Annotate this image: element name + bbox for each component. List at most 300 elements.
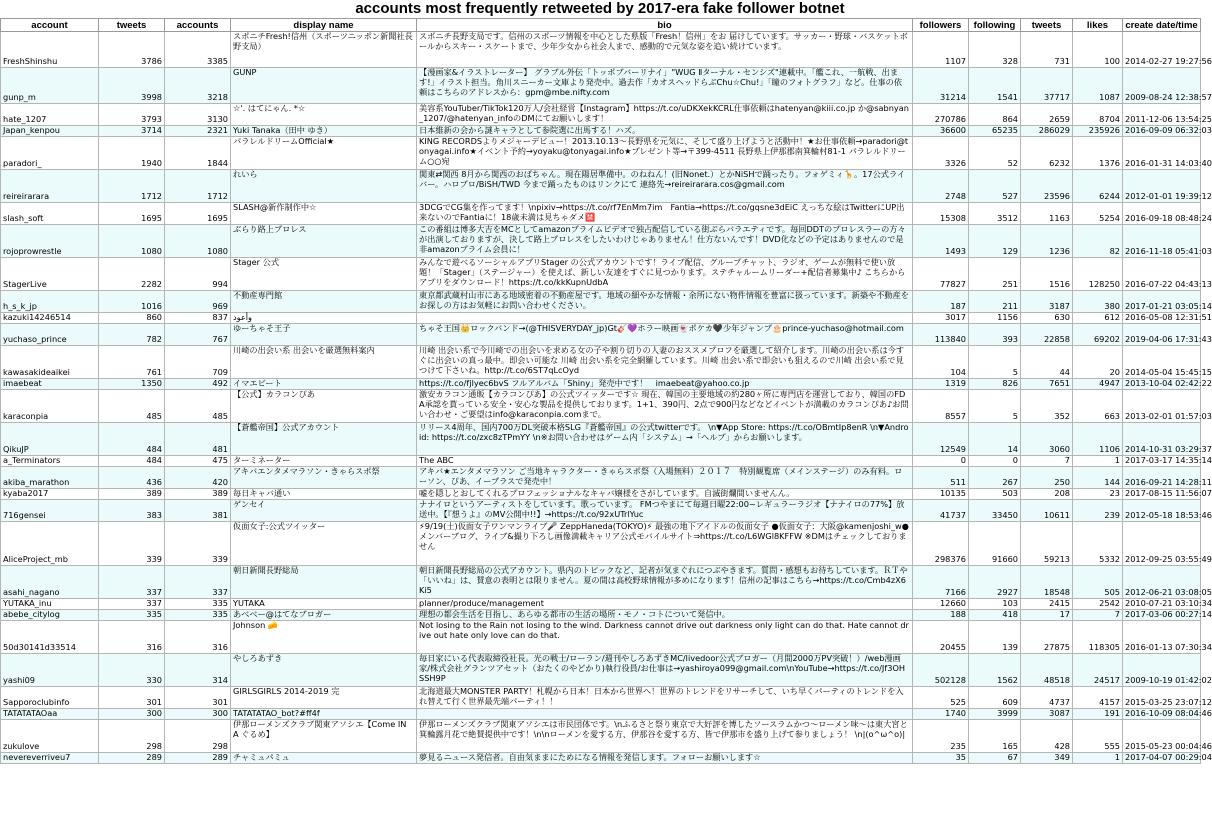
tweet-count-cell: 10611 — [1021, 500, 1073, 522]
display-name-cell: 【公式】カラコンぴあ — [231, 390, 417, 423]
table-row — [1, 599, 1201, 610]
bio-cell: 川崎 出会い系で今川崎での出会いを求める女の子や割り切りの人妻のおススメプロフを厳選して紹介します。川崎の出会い系は今すぐに出会いの真っ最中。即会い可能な 川崎 出会い系を完全網羅しています。川崎 出会い系で即会いも狙えるので川崎 出会い系で見つけて下さいね。http://t.co/6ST7qLcOyd — [417, 346, 913, 379]
display-name-cell: アキバエンタメマラソン・きゃらスポ祭 — [231, 467, 417, 489]
tweet-count-cell: 18548 — [1021, 566, 1073, 599]
table-row — [1, 170, 1201, 203]
followers-cell: 298376 — [913, 522, 969, 566]
account-cell: rojoprowrestle — [1, 225, 99, 258]
bio-cell: 伊那ローメンズクラブ関東アソシエは市民団体です。\nふるさと祭り東京で大好評を博したソースラムかつ～ローメン味～は東大宮と箕輪露月花で絶賛提供中です！\n\nローメンを愛する方、伊那谷を愛する方、皆で伊那市を盛り上げて参りましょう！ \n|(о^ω^о)| — [417, 720, 913, 753]
display-name-cell: あべべー@はてなブロガー — [231, 610, 417, 621]
following-cell: 3999 — [969, 709, 1021, 720]
tweet-count-cell: 352 — [1021, 390, 1073, 423]
following-cell: 1562 — [969, 654, 1021, 687]
account-cell: kazuki14246514 — [1, 313, 99, 324]
likes-cell: 144 — [1073, 467, 1123, 489]
table-row — [1, 500, 1201, 522]
bio-cell: この番組は博多大吉をMCとしてamazonプライムビデオで独占配信している街ぶらバラエティです。毎回DDTのプロレスラーの方々が出演しておりますが、決して路上プロレスをしたいわけじゃありません！仕方ないんです！DVD化などの予定はありませんので是非amazonプライム会員に！ — [417, 225, 913, 258]
following-cell: 5 — [969, 390, 1021, 423]
tweet-count-cell: 630 — [1021, 313, 1073, 324]
bio-cell: 理想の都会生活を目指し、あらゆる都市の生活の場所・モノ・コトについて発信中。 — [417, 610, 913, 621]
likes-cell: 239 — [1073, 500, 1123, 522]
table-row — [1, 720, 1201, 753]
followers-cell: 113840 — [913, 324, 969, 346]
tweet-count-cell: 44 — [1021, 346, 1073, 379]
likes-cell: 128250 — [1073, 258, 1123, 291]
account-cell: QikuJP — [1, 423, 99, 456]
display-name-cell: GUNP — [231, 68, 417, 104]
following-cell: 2927 — [969, 566, 1021, 599]
likes-cell: 118305 — [1073, 621, 1123, 654]
create-date-cell: 2015-03-25 23:07:12 — [1123, 687, 1201, 709]
retweet-count-cell: 3786 — [99, 32, 165, 68]
retweeting-accounts-cell: 3130 — [165, 104, 231, 126]
retweet-count-cell: 301 — [99, 687, 165, 709]
account-cell: zukulove — [1, 720, 99, 753]
tweet-count-cell: 3060 — [1021, 423, 1073, 456]
account-cell: h_s_k_jp — [1, 291, 99, 313]
retweet-count-cell: 3793 — [99, 104, 165, 126]
retweet-count-cell: 383 — [99, 500, 165, 522]
create-date-cell: 2017-08-15 11:56:07 — [1123, 489, 1201, 500]
following-cell: 165 — [969, 720, 1021, 753]
followers-cell: 235 — [913, 720, 969, 753]
display-name-cell: 不動産専門館 — [231, 291, 417, 313]
table-row — [1, 137, 1201, 170]
retweeting-accounts-cell: 1080 — [165, 225, 231, 258]
account-cell: Sapporoclubinfo — [1, 687, 99, 709]
retweet-count-cell: 335 — [99, 610, 165, 621]
account-cell: kyaba2017 — [1, 489, 99, 500]
tweet-count-cell: 1516 — [1021, 258, 1073, 291]
followers-cell: 1107 — [913, 32, 969, 68]
table-row — [1, 566, 1201, 599]
followers-cell: 2748 — [913, 170, 969, 203]
account-cell: a_Terminators — [1, 456, 99, 467]
display-name-cell: やしろあずき — [231, 654, 417, 687]
account-cell: 716gensei — [1, 500, 99, 522]
tweet-count-cell: 3187 — [1021, 291, 1073, 313]
create-date-cell: 2016-09-18 08:48:24 — [1123, 203, 1201, 225]
likes-cell: 23 — [1073, 489, 1123, 500]
tweet-count-cell: 2415 — [1021, 599, 1073, 610]
tweet-count-cell: 7 — [1021, 456, 1073, 467]
create-date-cell: 2012-06-21 03:08:05 — [1123, 566, 1201, 599]
display-name-cell: パラレルドリームOfficial★ — [231, 137, 417, 170]
create-date-cell: 2016-11-18 05:41:03 — [1123, 225, 1201, 258]
account-cell: reireirarara — [1, 170, 99, 203]
likes-cell: 4157 — [1073, 687, 1123, 709]
table-row — [1, 610, 1201, 621]
create-date-cell: 2012-05-18 18:53:46 — [1123, 500, 1201, 522]
create-date-cell: 2014-10-31 03:29:37 — [1123, 423, 1201, 456]
tweet-count-cell: 428 — [1021, 720, 1073, 753]
likes-cell: 82 — [1073, 225, 1123, 258]
create-date-cell: 2016-05-08 12:31:51 — [1123, 313, 1201, 324]
following-cell: 211 — [969, 291, 1021, 313]
account-cell: kawasakideaikei — [1, 346, 99, 379]
tweet-count-cell: 27875 — [1021, 621, 1073, 654]
followers-cell: 0 — [913, 456, 969, 467]
display-name-cell: ゲンセイ — [231, 500, 417, 522]
account-cell: YUTAKA_inu — [1, 599, 99, 610]
bio-cell: https://t.co/fjlyec6bvS フルアルバム「Shiny」発売中です！ imaebeat@yahoo.co.jp — [417, 379, 913, 390]
table-row — [1, 346, 1201, 379]
create-date-cell: 2012-09-25 03:55:49 — [1123, 522, 1201, 566]
tweet-count-cell: 1163 — [1021, 203, 1073, 225]
followers-cell: 3017 — [913, 313, 969, 324]
table-row — [1, 291, 1201, 313]
likes-cell: 5254 — [1073, 203, 1123, 225]
create-date-cell: 2017-03-17 14:35:14 — [1123, 456, 1201, 467]
retweet-count-cell: 484 — [99, 456, 165, 467]
accounts-table — [0, 18, 1212, 764]
display-name-cell: GIRLSGIRLS 2014-2019 完 — [231, 687, 417, 709]
table-row — [1, 258, 1201, 291]
tweet-count-cell: 17 — [1021, 610, 1073, 621]
create-date-cell: 2017-04-07 00:29:04 — [1123, 753, 1201, 764]
followers-cell: 36600 — [913, 126, 969, 137]
tweet-count-cell: 59213 — [1021, 522, 1073, 566]
following-cell: 864 — [969, 104, 1021, 126]
bio-cell: リリース4周年、国内700万DL突破本格SLG『蒼艦帝国』の公式twitterです。 \n▼App Store: https://t.co/OBmtIp8enR \n▼Android: https://t.co/zxc8zTPmYY \n※お問い合わせはゲーム内「システム」→「ヘルプ」からお願いします。 — [417, 423, 913, 456]
following-cell: 418 — [969, 610, 1021, 621]
create-date-cell: 2016-07-22 04:43:13 — [1123, 258, 1201, 291]
following-cell: 52 — [969, 137, 1021, 170]
tweet-count-cell: 349 — [1021, 753, 1073, 764]
following-cell: 527 — [969, 170, 1021, 203]
column-header-tweets: tweets — [99, 19, 165, 32]
retweeting-accounts-cell: 381 — [165, 500, 231, 522]
following-cell: 1541 — [969, 68, 1021, 104]
create-date-cell: 2012-01-01 19:39:12 — [1123, 170, 1201, 203]
following-cell: 67 — [969, 753, 1021, 764]
retweet-count-cell: 1695 — [99, 203, 165, 225]
account-cell: gunp_m — [1, 68, 99, 104]
display-name-cell: ゆーちゃそ王子 — [231, 324, 417, 346]
display-name-cell: Stager 公式 — [231, 258, 417, 291]
likes-cell: 191 — [1073, 709, 1123, 720]
bio-cell: 美容系YouTuber/TikTok120万人/会社経営【Instagram】https://t.co/uDKXekKCRL仕事依頼はhatenyan@kiii.co.jp か@sabnyan_1207/@hatenyan_infoのDMにてお願いします！ — [417, 104, 913, 126]
table-row — [1, 522, 1201, 566]
tweet-count-cell: 37717 — [1021, 68, 1073, 104]
retweet-count-cell: 330 — [99, 654, 165, 687]
account-cell: Japan_kenpou — [1, 126, 99, 137]
retweeting-accounts-cell: 3385 — [165, 32, 231, 68]
following-cell: 129 — [969, 225, 1021, 258]
retweet-count-cell: 860 — [99, 313, 165, 324]
table-row — [1, 654, 1201, 687]
following-cell: 33450 — [969, 500, 1021, 522]
following-cell: 91660 — [969, 522, 1021, 566]
tweet-count-cell: 4737 — [1021, 687, 1073, 709]
retweeting-accounts-cell: 492 — [165, 379, 231, 390]
account-cell: nevereverriveu7 — [1, 753, 99, 764]
create-date-cell: 2016-10-09 08:04:46 — [1123, 709, 1201, 720]
likes-cell: 1087 — [1073, 68, 1123, 104]
column-header-account: account — [1, 19, 99, 32]
bio-cell: ナナイロというアーティストをしています。歌っています。 FMつやまにて毎週日曜22:00~レギュラーラジオ【ナナイロの77%】放送中。【『想うよ』のMV公開中!!】→https://t.co/92xUTrlYuc — [417, 500, 913, 522]
display-name-cell: イマエビート — [231, 379, 417, 390]
create-date-cell: 2016-09-21 14:28:11 — [1123, 467, 1201, 489]
bio-cell: The ABC — [417, 456, 913, 467]
bio-cell: planner/produce/management — [417, 599, 913, 610]
account-cell: asahi_nagano — [1, 566, 99, 599]
retweeting-accounts-cell: 481 — [165, 423, 231, 456]
tweet-count-cell: 48518 — [1021, 654, 1073, 687]
account-cell: AliceProject_mb — [1, 522, 99, 566]
bio-cell: 嘘を隠しとおしてくれるプロフェッショナルなキャバ嬢様をさがしています。自滅街爛間いませんん。 — [417, 489, 913, 500]
retweeting-accounts-cell: 837 — [165, 313, 231, 324]
likes-cell: 505 — [1073, 566, 1123, 599]
bio-cell: 朝日新聞長野総局の公式アカウント。県内のトピックなど、記者が気まぐれにつぶやきます。質問・感想もお待ちしています。ＲＴや「いいね」は、賛意の表明とは限りません。夏の間は高校野球情報が多めになります！信州の記事はこちら→https://t.co/Cmb4zX6Ki5 — [417, 566, 913, 599]
bio-cell: 北海道最大MONSTER PARTY！札幌から日本！日本から世界へ！世界のトレンドをリサーチして、いち早くパーティのトレンドを入れ替えて行く世界最先端パーティ！！ — [417, 687, 913, 709]
display-name-cell: SLASH@新作制作中☆ — [231, 203, 417, 225]
display-name-cell: Johnson 🧀 — [231, 621, 417, 654]
display-name-cell: YUTAKA — [231, 599, 417, 610]
following-cell: 65235 — [969, 126, 1021, 137]
retweeting-accounts-cell: 337 — [165, 566, 231, 599]
likes-cell: 8704 — [1073, 104, 1123, 126]
table-row — [1, 423, 1201, 456]
bio-cell: ⚡9/19(土)仮面女子ワンマンライブ🎤 ZeppHaneda(TOKYO)⚡ 最強の地下アイドルの仮面女子 ●仮面女子：大阪@kamenjoshi_w●メンバーブログ、ライブ&撮り下ろし画像満載キャリア公式モバイルサイト⇒https://t.co/L6WGl8KFFW ※DMはチェックしておりません — [417, 522, 913, 566]
retweeting-accounts-cell: 3218 — [165, 68, 231, 104]
tweet-count-cell: 7651 — [1021, 379, 1073, 390]
display-name-cell: 【蒼艦帝国】公式アカウント — [231, 423, 417, 456]
display-name-cell: TATATATAO_bot?#ff4f — [231, 709, 417, 720]
bio-cell: ちゃそ王国👑ロックバンド→(@THISVERYDAY_jp)Gt🎸💜ホラー映画👻ポケカ🖤少年ジャンプ🎂prince-yuchaso@hotmail.com — [417, 324, 913, 346]
following-cell: 0 — [969, 456, 1021, 467]
account-cell: TATATATAOaa — [1, 709, 99, 720]
bio-cell: 毎日家にいる代表取締役社長。光の戦士/ローラン/週刊やしろあずきMC/livedoor公式ブロガー（月間2000万PV突破！）/web漫画家/株式会社グランツアセット（おたくのやどかり)執行役員/お仕事は→yashiroya099@gmail.com\nYouTube→https://t.co/Jf3OHSSH9P — [417, 654, 913, 687]
likes-cell: 20 — [1073, 346, 1123, 379]
bio-cell: 夢見るニュース発信者。自由気ままにためになる情報を発信します。フォローお願いします☆ — [417, 753, 913, 764]
followers-cell: 12660 — [913, 599, 969, 610]
bio-cell: Not losing to the Rain not losing to the wind. Darkness cannot drive out darkness only light can do that. Hate cannot drive out hate only love can do that. — [417, 621, 913, 654]
retweeting-accounts-cell: 485 — [165, 390, 231, 423]
column-header-following: following — [969, 19, 1021, 32]
following-cell: 328 — [969, 32, 1021, 68]
table-row — [1, 709, 1201, 720]
display-name-cell: 仮面女子:公式ツイッター — [231, 522, 417, 566]
tweet-count-cell: 23596 — [1021, 170, 1073, 203]
column-header-create-date: create date/time — [1123, 19, 1201, 32]
column-header-bio: bio — [417, 19, 913, 32]
table-header-row — [1, 19, 1201, 32]
bio-cell: 日本維新の会から謎キャラとして参院選に出馬する！ハズ。 — [417, 126, 913, 137]
retweeting-accounts-cell: 335 — [165, 610, 231, 621]
create-date-cell: 2017-03-06 00:27:14 — [1123, 610, 1201, 621]
followers-cell: 525 — [913, 687, 969, 709]
retweet-count-cell: 300 — [99, 709, 165, 720]
retweet-count-cell: 1712 — [99, 170, 165, 203]
retweet-count-cell: 289 — [99, 753, 165, 764]
followers-cell: 1493 — [913, 225, 969, 258]
retweeting-accounts-cell: 709 — [165, 346, 231, 379]
followers-cell: 270786 — [913, 104, 969, 126]
likes-cell: 663 — [1073, 390, 1123, 423]
followers-cell: 35 — [913, 753, 969, 764]
likes-cell: 1 — [1073, 753, 1123, 764]
retweeting-accounts-cell: 316 — [165, 621, 231, 654]
followers-cell: 3326 — [913, 137, 969, 170]
likes-cell: 100 — [1073, 32, 1123, 68]
account-cell: 50d30141d33514 — [1, 621, 99, 654]
followers-cell: 502128 — [913, 654, 969, 687]
table-row — [1, 324, 1201, 346]
create-date-cell: 2014-05-04 15:45:15 — [1123, 346, 1201, 379]
following-cell: 5 — [969, 346, 1021, 379]
following-cell: 14 — [969, 423, 1021, 456]
retweet-count-cell: 337 — [99, 599, 165, 610]
create-date-cell: 2010-07-21 03:10:34 — [1123, 599, 1201, 610]
retweeting-accounts-cell: 339 — [165, 522, 231, 566]
likes-cell: 69202 — [1073, 324, 1123, 346]
following-cell: 503 — [969, 489, 1021, 500]
retweet-count-cell: 1080 — [99, 225, 165, 258]
followers-cell: 20455 — [913, 621, 969, 654]
table-row — [1, 390, 1201, 423]
display-name-cell: チャミュパミュ — [231, 753, 417, 764]
display-name-cell: 伊那ローメンズクラブ関東アソシエ【Come IN A ぐるめ】 — [231, 720, 417, 753]
followers-cell: 31214 — [913, 68, 969, 104]
retweeting-accounts-cell: 1844 — [165, 137, 231, 170]
table-row — [1, 379, 1201, 390]
table-row — [1, 68, 1201, 104]
retweet-count-cell: 1350 — [99, 379, 165, 390]
following-cell: 826 — [969, 379, 1021, 390]
retweeting-accounts-cell: 298 — [165, 720, 231, 753]
followers-cell: 7166 — [913, 566, 969, 599]
display-name-cell: 川崎の出会い系 出会いを厳選無料案内 — [231, 346, 417, 379]
followers-cell: 77827 — [913, 258, 969, 291]
account-cell: slash_soft — [1, 203, 99, 225]
retweet-count-cell: 298 — [99, 720, 165, 753]
likes-cell: 612 — [1073, 313, 1123, 324]
account-cell: imaebeat — [1, 379, 99, 390]
retweeting-accounts-cell: 475 — [165, 456, 231, 467]
likes-cell: 1376 — [1073, 137, 1123, 170]
table-row — [1, 203, 1201, 225]
likes-cell: 1106 — [1073, 423, 1123, 456]
retweet-count-cell: 316 — [99, 621, 165, 654]
following-cell: 139 — [969, 621, 1021, 654]
tweet-count-cell: 3087 — [1021, 709, 1073, 720]
followers-cell: 1740 — [913, 709, 969, 720]
account-cell: akiba_marathon — [1, 467, 99, 489]
retweeting-accounts-cell: 1712 — [165, 170, 231, 203]
likes-cell: 555 — [1073, 720, 1123, 753]
display-name-cell: ターミネーター — [231, 456, 417, 467]
likes-cell: 1 — [1073, 456, 1123, 467]
retweeting-accounts-cell: 969 — [165, 291, 231, 313]
table-row — [1, 467, 1201, 489]
table-row — [1, 489, 1201, 500]
account-cell: hate_1207 — [1, 104, 99, 126]
display-name-cell: 毎日キャバ通い — [231, 489, 417, 500]
tweet-count-cell: 731 — [1021, 32, 1073, 68]
followers-cell: 10135 — [913, 489, 969, 500]
tweet-count-cell: 2659 — [1021, 104, 1073, 126]
tweet-count-cell: 22858 — [1021, 324, 1073, 346]
retweeting-accounts-cell: 1695 — [165, 203, 231, 225]
create-date-cell: 2014-02-27 19:27:56 — [1123, 32, 1201, 68]
likes-cell: 6244 — [1073, 170, 1123, 203]
tweet-count-cell: 6232 — [1021, 137, 1073, 170]
retweet-count-cell: 436 — [99, 467, 165, 489]
create-date-cell: 2017-01-21 03:05:14 — [1123, 291, 1201, 313]
page-title: accounts most frequently retweeted by 2017-era fake follower botnet — [355, 0, 845, 17]
tweet-count-cell: 1236 — [1021, 225, 1073, 258]
retweet-count-cell: 782 — [99, 324, 165, 346]
bio-cell: KING RECORDSよりメジャーデビュー！2013.10.13～長野県を元気に、そして盛り上げようと活動中！★お仕事依頼→paradori@tonyagai.info★イベント予約→yoyaku@tonyagai.info★プレゼント等→〒399-4511 長野県上伊那郡南箕輪村81-1 パラレルドリーム○○宛 — [417, 137, 913, 170]
bio-cell: 【漫画家&イラストレーター】 グラブル外伝「トッポブバーリナイ」"WUG Ⅱターナル・センシズ"連載中。「艦これ、一航戦、出ます!」イラスト担当。角川スニーカー文庫より発売中。過去作「カオスヘッドらぶChu☆Chu!」「瞳のフォトグラフ」など。仕事の依頼はこちらのアドレスから：gpm@mbe.nifty.com — [417, 68, 913, 104]
create-date-cell: 2016-01-31 14:03:40 — [1123, 137, 1201, 170]
create-date-cell: 2016-09-09 06:32:03 — [1123, 126, 1201, 137]
likes-cell: 235926 — [1073, 126, 1123, 137]
likes-cell: 2542 — [1073, 599, 1123, 610]
create-date-cell: 2011-12-06 13:54:25 — [1123, 104, 1201, 126]
table-row — [1, 456, 1201, 467]
following-cell: 1156 — [969, 313, 1021, 324]
column-header-display-name: display name — [231, 19, 417, 32]
display-name-cell: 朝日新聞長野総局 — [231, 566, 417, 599]
following-cell: 103 — [969, 599, 1021, 610]
retweet-count-cell: 3714 — [99, 126, 165, 137]
retweeting-accounts-cell: 289 — [165, 753, 231, 764]
display-name-cell: Yuki Tanaka（田中 ゆき） — [231, 126, 417, 137]
table-row — [1, 104, 1201, 126]
display-name-cell: スポニチFresh!信州（スポーツニッポン新聞社長野支局） — [231, 32, 417, 68]
following-cell: 393 — [969, 324, 1021, 346]
following-cell: 609 — [969, 687, 1021, 709]
followers-cell: 1319 — [913, 379, 969, 390]
bio-cell: 東京都武蔵村山市にある地域密着の不動産屋です。地域の細やかな情報・余所にない物件情報を豊富に扱っています。新築や不動産をお探しの方はお気軽にお問い合わせください。 — [417, 291, 913, 313]
followers-cell: 41737 — [913, 500, 969, 522]
retweeting-accounts-cell: 389 — [165, 489, 231, 500]
followers-cell: 187 — [913, 291, 969, 313]
followers-cell: 104 — [913, 346, 969, 379]
display-name-cell: وأعود — [231, 313, 417, 324]
column-header-accounts: accounts — [165, 19, 231, 32]
table-row — [1, 313, 1201, 324]
retweeting-accounts-cell: 767 — [165, 324, 231, 346]
retweet-count-cell: 485 — [99, 390, 165, 423]
tweet-count-cell: 286029 — [1021, 126, 1073, 137]
tweet-count-cell: 208 — [1021, 489, 1073, 500]
display-name-cell: ☆'. はてにゃん. *☆ — [231, 104, 417, 126]
followers-cell: 15308 — [913, 203, 969, 225]
account-cell: FreshShinshu — [1, 32, 99, 68]
table-row — [1, 687, 1201, 709]
retweeting-accounts-cell: 994 — [165, 258, 231, 291]
create-date-cell: 2019-04-06 17:31:43 — [1123, 324, 1201, 346]
likes-cell: 4947 — [1073, 379, 1123, 390]
retweet-count-cell: 389 — [99, 489, 165, 500]
retweeting-accounts-cell: 300 — [165, 709, 231, 720]
followers-cell: 511 — [913, 467, 969, 489]
column-header-tweets-count: tweets — [1021, 19, 1073, 32]
bio-cell: アキバ★エンタメマラソン ご当地キャラクター・きゃらスポ祭（入場無料）２０１７ 特別観覧席（メインステージ）のみ有料。ローソン、ぴあ、イープラスで発売中！ — [417, 467, 913, 489]
create-date-cell: 2013-10-04 02:42:22 — [1123, 379, 1201, 390]
account-cell: karaconpia — [1, 390, 99, 423]
likes-cell: 5332 — [1073, 522, 1123, 566]
retweet-count-cell: 3998 — [99, 68, 165, 104]
retweet-count-cell: 339 — [99, 522, 165, 566]
account-cell: yuchaso_prince — [1, 324, 99, 346]
display-name-cell: ぶらり路上プロレス — [231, 225, 417, 258]
bio-cell: 関東⇄関西 8月から関西のおばちゃん。現在陽居準備中。のねねん！(旧Nonet.）とかNiSHで踊ったり。フォゲミィ🦒。17公式ライバー。ハロプロ/BiSH/TWD 今まで踊ったものはリンクにて 連絡先→reireirarara.cos@gmail.com — [417, 170, 913, 203]
column-header-likes: likes — [1073, 19, 1123, 32]
